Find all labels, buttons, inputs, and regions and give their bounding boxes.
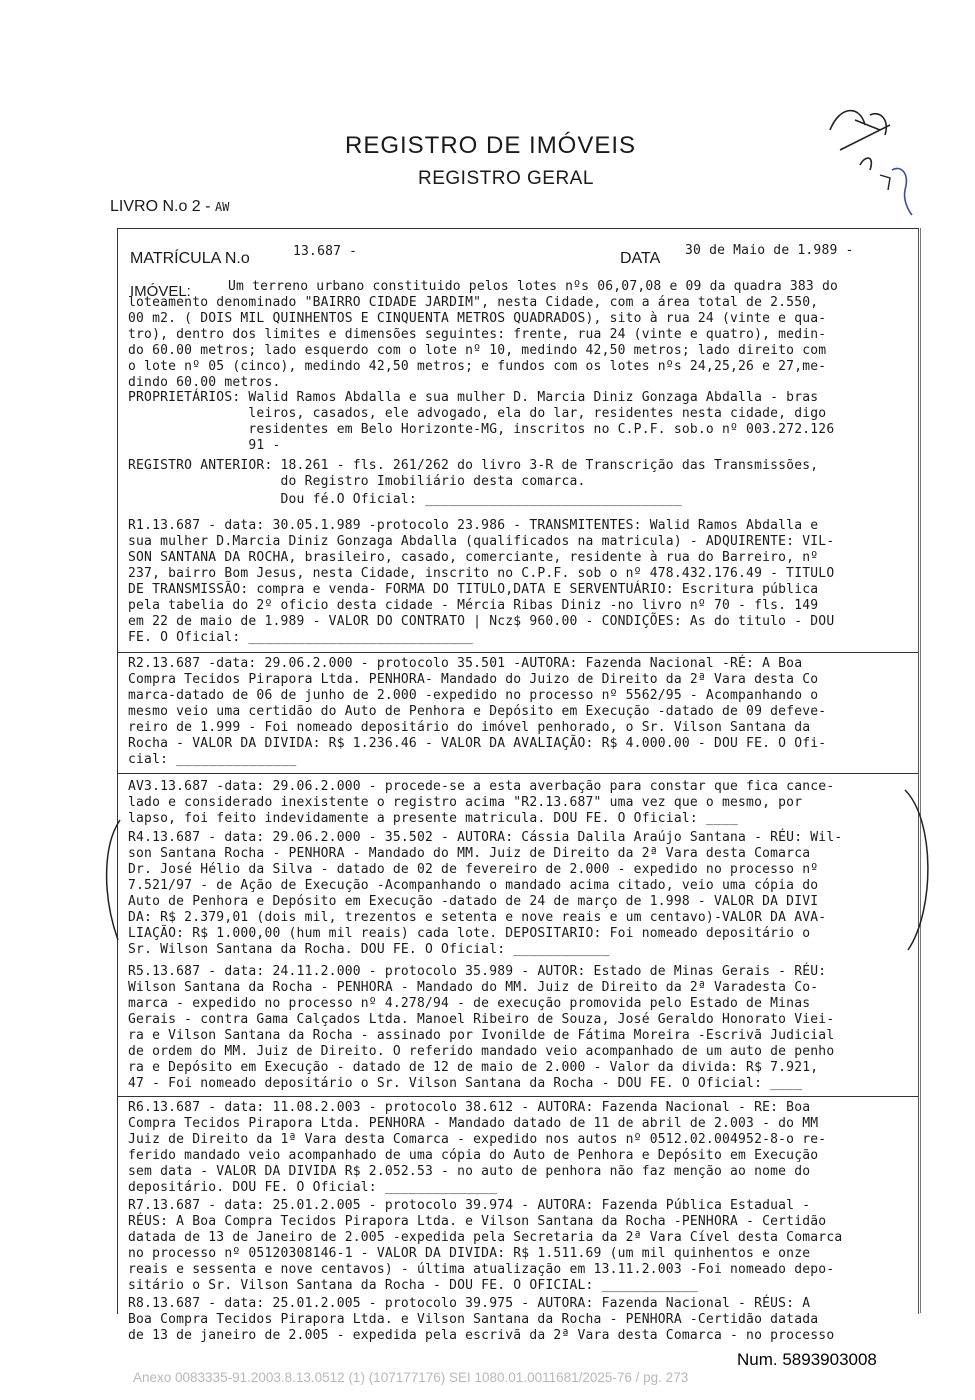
entry-r5-line: 47 - Foi nomeado depositário o Sr. Vilson Santana da Rocha - DOU FE. O Oficial: ____ xyxy=(128,1076,803,1091)
entry-r4-line: 7.521/97 - de Ação de Execução -Acompanhando o mandado acima citado, veio uma cópia do xyxy=(128,878,819,893)
entry-r8-line: R8.13.687 - data: 25.01.2.005 - protocolo 39.975 - AUTORA: Fazenda Nacional - RÉUS: A xyxy=(128,1296,811,1311)
entry-r6-line: Compra Tecidos Pirapora Ltda. PENHORA - Mandado datado de 11 de abril de 2.003 - do MM xyxy=(128,1116,819,1131)
entry-r4-line: Auto de Penhora e Depósito em Execução -datado de 24 de março de 1.998 - VALOR DA DIVI xyxy=(128,894,819,909)
entry-r1-line: DE TRANSMISSÃO: compra e venda- FORMA DO TITULO,DATA E SERVENTUÁRIO: Escritura pública xyxy=(128,582,819,597)
entry-r4-line: son Santana Rocha - PENHORA - Mandado do MM. Juiz de Direito da 2ª Vara desta Comarca xyxy=(128,846,811,861)
imovel-line: dindo 60.00 metros. xyxy=(128,375,281,390)
entry-av3-line: AV3.13.687 -data: 29.06.2.000 - procede-se a esta averbação para constar que fica cance- xyxy=(128,779,835,794)
entry-r6-line: ferido mandado veio acompanhado de uma cópia do Auto de Penhora e Depósito em Execução xyxy=(128,1148,819,1163)
registro-anterior-line: REGISTRO ANTERIOR: 18.261 - fls. 261/262 do livro 3-R de Transcrição das Transmissões, xyxy=(128,458,819,473)
imovel-line: Um terreno urbano constituido pelos lotes nºs 06,07,08 e 09 da quadra 383 do xyxy=(228,279,839,294)
imovel-line: tro), dentro dos limites e dimensões seguintes: frente, rua 24 (vinte e quatro), medin- xyxy=(128,327,827,342)
entry-r2-line: cial: _______________ xyxy=(128,752,297,767)
entry-r7-line: RÉUS: A Boa Compra Tecidos Pirapora Ltda. e Vilson Santana da Rocha -PENHORA - Certidão xyxy=(128,1214,827,1229)
entry-r2-line: mesmo veio uma certidão do Auto de Penhora e Depósito em Execução -datado de 09 defeve- xyxy=(128,704,827,719)
matricula-number: 13.687 - xyxy=(293,244,358,259)
entry-r2-line: reiro de 1.999 - Foi nomeado depositário do imóvel penhorado, o Sr. Vilson Santana da xyxy=(128,720,811,735)
entry-r5-line: R5.13.687 - data: 24.11.2.000 - protocolo 35.989 - AUTOR: Estado de Minas Gerais - RÉU: xyxy=(128,964,827,979)
entry-r1-line: SON SANTANA DA ROCHA, brasileiro, casado, comerciante, residente à rua do Barreiro, nº xyxy=(128,550,819,565)
book-number xyxy=(110,198,229,216)
entry-r2-line: R2.13.687 -data: 29.06.2.000 - protocolo 35.501 -AUTORA: Fazenda Nacional -RÉ: A Boa xyxy=(128,656,803,671)
registry-title: REGISTRO DE IMÓVEIS xyxy=(345,132,637,159)
date-label: DATA xyxy=(620,250,661,267)
entry-r7-line: sitário o Sr. Vilson Santana da Rocha - DOU FE. O OFICIAL: ____________ xyxy=(128,1278,698,1293)
imovel-line: 00 m2. ( DOIS MIL QUINHENTOS E CINQUENTA METROS QUADRADOS), sito à rua 24 (vinte e qua- xyxy=(128,311,827,326)
entry-r4-line: R4.13.687 - data: 29.06.2.000 - 35.502 - AUTORA: Cássia Dalila Araújo Santana - RÉU: Wil- xyxy=(128,830,843,845)
registry-frame-outer xyxy=(920,228,921,1313)
entry-r6-line: depositário. DOU FE. O Oficial: ______________ xyxy=(128,1180,498,1195)
entry-r2-line: Compra Tecidos Pirapora Ltda. PENHORA- Mandado do Juizo de Direito da 2ª Vara desta Co xyxy=(128,672,819,687)
handwritten-margin-bracket-icon xyxy=(900,780,940,960)
registro-anterior-line: do Registro Imobiliário desta comarca. xyxy=(128,474,586,489)
proprietarios-line: PROPRIETÁRIOS: Walid Ramos Abdalla e sua mulher D. Marcia Diniz Gonzaga Abdalla - bras xyxy=(128,390,819,405)
entry-divider xyxy=(118,652,918,653)
imovel-line: loteamento denominado "BAIRRO CIDADE JARDIM", nesta Cidade, com a área total de 2.550, xyxy=(128,295,819,310)
entry-r4-line: Dr. José Hélio da Silva - datado de 02 de fevereiro de 2.000 - expedido no processo nº xyxy=(128,862,819,877)
entry-r2-line: Rocha - VALOR DA DIVIDA: R$ 1.236.46 - VALOR DA AVALIAÇÃO: R$ 4.000.00 - DOU FE. O Ofi- xyxy=(128,736,827,751)
entry-r1-line: sua mulher D.Marcia Diniz Gonzaga Abdalla (qualificados na matricula) - ADQUIRENTE: VIL- xyxy=(128,534,835,549)
matricula-label: MATRÍCULA N.o xyxy=(130,250,250,267)
registry-subtitle: REGISTRO GERAL xyxy=(418,168,594,189)
date-value: 30 de Maio de 1.989 - xyxy=(685,243,854,258)
entry-r7-line: R7.13.687 - data: 25.01.2.005 - protocolo 39.974 - AUTORA: Fazenda Pública Estadual - xyxy=(128,1198,811,1213)
entry-r5-line: Wilson Santana da Rocha - PENHORA - Mandado do MM. Juiz de Direito da 2ª Varadesta Co- xyxy=(128,980,819,995)
entry-r1-line: pela tabelia do 2º oficio desta cidade - Mércia Ribas Diniz -no livro nº 70 - fls. 149 xyxy=(128,598,819,613)
imovel-line: do 60.00 metros; lado esquerdo com o lote nº 10, medindo 42,50 metros; lado direito com xyxy=(128,343,827,358)
entry-r7-line: datada de 13 de Janeiro de 2.005 -expedida pela Secretaria da 2ª Vara Cível desta Comarca xyxy=(128,1230,843,1245)
entry-r6-line: R6.13.687 - data: 11.08.2.003 - protocolo 38.612 - AUTORA: Fazenda Nacional - RE: Boa xyxy=(128,1100,811,1115)
entry-r1-line: em 22 de maio de 1.989 - VALOR DO CONTRATO | Ncz$ 960.00 - CONDIÇÕES: As do titulo - DOU xyxy=(128,614,835,629)
proprietarios-line: 91 - xyxy=(128,438,281,453)
entry-r1-line: 237, bairro Bom Jesus, nesta Cidade, inscrito no C.P.F. sob o nº 478.432.176.49 - TITULO xyxy=(128,566,835,581)
entry-av3-line: lapso, foi feito indevidamente a presente matricula. DOU FE. O Oficial: ____ xyxy=(128,811,739,826)
handwritten-folio-mark xyxy=(820,100,920,220)
entry-r4-line: Sr. Wilson Santana da Rocha. DOU FE. O Oficial: ____________ xyxy=(128,942,610,957)
entry-r5-line: Gerais - contra Gama Calçados Ltda. Manoel Ribeiro de Souza, José Geraldo Honorato Viei- xyxy=(128,1012,835,1027)
entry-divider xyxy=(118,773,918,774)
entry-r7-line: no processo nº 05120308146-1 - VALOR DA DIVIDA: R$ 1.511.69 (um mil quinhentos e onze xyxy=(128,1246,811,1261)
entry-r1-line: R1.13.687 - data: 30.05.1.989 -protocolo 23.986 - TRANSMITENTES: Walid Ramos Abdalla e xyxy=(128,518,819,533)
entry-r5-line: ra e Depósito em Execução - datado de 12 de maio de 2.000 - Valor da divida: R$ 7.921, xyxy=(128,1060,819,1075)
entry-divider xyxy=(118,1096,918,1097)
imovel-line: o lote nº 05 (cinco), medindo 42,50 metros; e fundos com os lotes nºs 24,25,26 e 27,me- xyxy=(128,359,827,374)
proprietarios-line: residentes em Belo Horizonte-MG, inscritos no C.P.F. sob.o nº 003.272.126 xyxy=(128,422,835,437)
entry-r5-line: de ordem do MM. Juiz de Direito. O referido mandado veio acompanhado de um auto de penho xyxy=(128,1044,835,1059)
entry-r6-line: Juiz de Direito da 1ª Vara desta Comarca - expedido nos autos nº 0512.02.004952-8-o re- xyxy=(128,1132,827,1147)
entry-r5-line: ra e Vilson Santana da Rocha - assinado por Ivonilde de Fátima Moreira -Escrivã Judicial xyxy=(128,1028,835,1043)
annex-reference: Anexo 0083335-91.2003.8.13.0512 (1) (107177176) SEI 1080.01.0011681/2025-76 / pg. 273 xyxy=(133,1370,689,1385)
entry-r6-line: sem data - VALOR DA DIVIDA R$ 2.052.53 - no auto de penhora não faz menção ao nome do xyxy=(128,1164,811,1179)
entry-r4-line: DA: R$ 2.379,01 (dois mil, trezentos e setenta e nove reais e um centavo)-VALOR DA AVA- xyxy=(128,910,827,925)
entry-r8-line: Boa Compra Tecidos Pirapora Ltda. e Vilson Santana da Rocha - PENHORA -Certidão datada xyxy=(128,1312,819,1327)
book-label: LIVRO N.o 2 - xyxy=(110,198,211,215)
entry-av3-line: lado e considerado inexistente o registro acima "R2.13.687" uma vez que o mesmo, por xyxy=(128,795,803,810)
entry-r1-line: FE. O Oficial: ____________________________ xyxy=(128,630,474,645)
entry-r7-line: reais e sessenta e nove centavos) - última atualização em 13.11.2.003 -Foi nomeado depo- xyxy=(128,1262,835,1277)
entry-r2-line: marca-datado de 06 de junho de 2.000 -expedido no processo nº 5562/95 - Acompanhando o xyxy=(128,688,819,703)
entry-r5-line: marca - expedido no processo nº 4.278/94 - de execução promovida pelo Estado de Minas xyxy=(128,996,811,1011)
imovel-label: IMÓVEL: xyxy=(130,283,191,300)
entry-r4-line: LIAÇÃO: R$ 1.000,00 (hum mil reais) cada lote. DEPOSITARIO: Foi nomeado depositário o xyxy=(128,926,811,941)
book-value: AW xyxy=(214,200,230,214)
document-number: Num. 5893903008 xyxy=(737,1350,877,1369)
handwritten-margin-bracket-icon xyxy=(98,815,128,945)
registro-anterior-line: Dou fé.O Oficial: ________________________________ xyxy=(128,492,682,507)
entry-r8-line: de 13 de janeiro de 2.005 - expedida pela escrivã da 2ª Vara desta Comarca - no processo xyxy=(128,1328,835,1343)
proprietarios-line: leiros, casados, ele advogado, ela do lar, residentes nesta cidade, digo xyxy=(128,406,827,421)
